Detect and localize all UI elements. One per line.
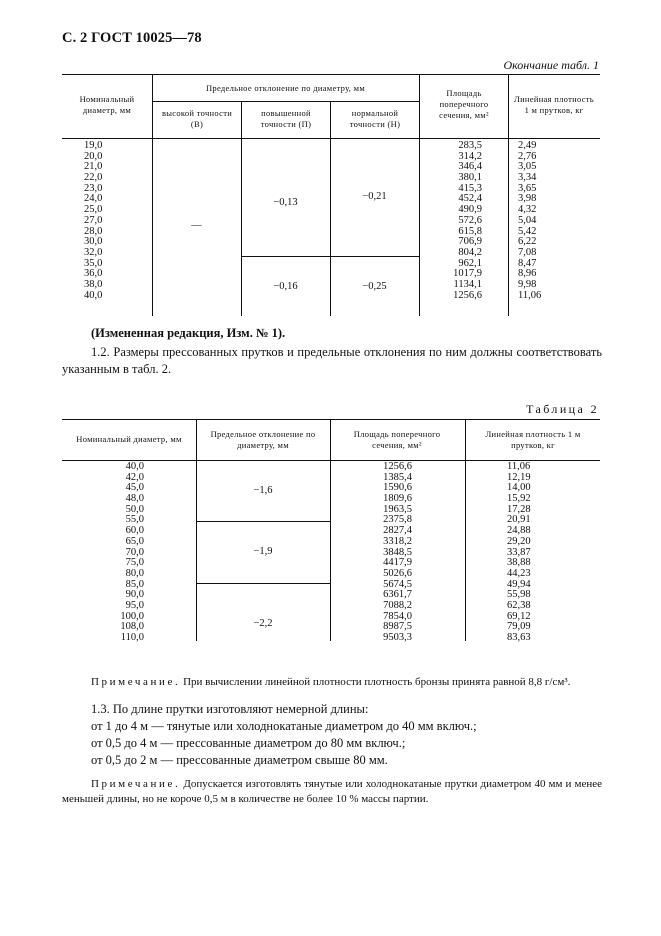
t2-diameter-cell: 70,0 [125,546,144,558]
t1-normal-value-1: −0,21 [362,191,387,202]
note-length [62,777,602,807]
t2-diameter-cell: 110,0 [120,632,144,643]
t1-head-area: Площадь поперечного сечения, мм² [439,88,489,120]
t2-area-cell: 5674,5 [383,578,412,590]
t1-density-cell: 5,42 [518,225,537,237]
t2-diameter-cell: 50,0 [125,503,144,515]
t2-diameter-cell: 55,0 [125,514,144,526]
t1-area-cell: 804,2 [458,246,482,258]
t1-diameter-cell: 35,0 [84,257,103,269]
t1-density-cell: 4,32 [518,204,537,216]
note-density [91,675,601,690]
t1-diameter-cell: 25,0 [84,204,103,216]
t2-density-cell: 12,19 [507,471,531,483]
t2-area-cell: 1809,6 [383,493,412,505]
t2-diameter-column [104,462,144,644]
t2-diameter-cell: 75,0 [125,557,144,569]
t2-area-cell: 2827,4 [383,525,412,537]
t2-density-cell: 79,09 [507,621,531,633]
t2-area-cell: 3318,2 [383,535,412,547]
length-item-2: от 0,5 до 4 м — прессованные диаметром до 80 мм включ.; [91,736,406,750]
t2-density-cell: 83,63 [507,632,531,643]
t2-diameter-cell: 100,0 [120,610,144,622]
t2-density-cell: 24,88 [507,525,531,537]
t2-diameter-cell: 40,0 [125,461,144,472]
t1-diameter-cell: 24,0 [84,193,103,205]
t1-area-cell: 314,2 [458,150,482,162]
t1-density-cell: 6,22 [518,236,537,248]
t2-diameter-cell: 45,0 [125,482,144,494]
t1-density-column [518,141,558,301]
t2-area-cell: 8987,5 [383,621,412,633]
note-density-text: При вычислении линейной плотности плотность бронзы принята равной 8,8 г/см³. [183,676,571,688]
t2-diameter-cell: 65,0 [125,535,144,547]
t1-diameter-cell: 30,0 [84,236,103,248]
t2-density-column [507,462,547,644]
t1-area-cell: 283,5 [458,140,482,151]
t1-density-cell: 5,04 [518,214,537,226]
t1-area-cell: 490,9 [458,204,482,216]
t2-area-cell: 7854,0 [383,610,412,622]
t2-density-cell: 55,98 [507,589,531,601]
t2-area-cell: 6361,7 [383,589,412,601]
t1-area-cell: 415,3 [458,182,482,194]
t2-density-cell: 49,94 [507,578,531,590]
t1-diameter-cell: 27,0 [84,214,103,226]
t1-area-cell: 962,1 [458,257,482,269]
t1-head-deviation: Предельное отклонение по диаметру, мм [205,83,366,93]
t1-diameter-cell: 23,0 [84,182,103,194]
length-item-1: от 1 до 4 м — тянутые или холоднокатаные диаметром до 40 мм включ.; [91,719,477,733]
t1-diameter-cell: 40,0 [84,289,103,301]
t1-diameter-cell: 19,0 [84,140,103,151]
t2-head-density: Линейная плотность 1 м прутков, кг [485,429,581,450]
t1-normal-value-2: −0,25 [362,281,387,292]
t1-area-cell: 1256,6 [453,289,482,301]
t2-diameter-cell: 85,0 [125,578,144,590]
t1-density-cell: 11,06 [518,289,542,301]
t2-density-cell: 17,28 [507,503,531,515]
t1-area-cell: 572,6 [458,214,482,226]
t1-area-cell: 452,4 [458,193,482,205]
paragraph-1-3-title: 1.3. По длине прутки изготовляют немерной длины: [91,702,369,716]
t2-diameter-cell: 108,0 [120,621,144,633]
t2-deviation-value-2: −1,9 [253,546,273,557]
t2-head-deviation: Предельное отклонение по диаметру, мм [210,429,316,450]
paragraph-1-2: 1.2. Размеры прессованных прутков и предельные отклонения по ним должны соответствовать указанным в табл. 2. [62,345,602,376]
t2-diameter-cell: 95,0 [125,599,144,611]
table2-caption: Таблица 2 [526,402,599,416]
t2-density-cell: 15,92 [507,493,531,505]
t2-deviation-value-1: −1,6 [253,485,273,496]
amendment-note: (Измененная редакция, Изм. № 1). [91,326,286,340]
t2-density-cell: 29,20 [507,535,531,547]
t1-density-cell: 9,98 [518,278,537,290]
t1-head-density: Линейная плотность 1 м прутков, кг [514,94,594,115]
t1-density-cell: 3,98 [518,193,537,205]
t1-high-value: — [191,220,202,231]
t2-head-area: Площадь поперечного сечения, мм² [353,429,441,450]
t1-density-cell: 7,08 [518,246,537,258]
t2-area-cell: 5026,6 [383,567,412,579]
note-length-label: Примечание. [91,778,181,790]
t2-head-diameter: Номинальный диаметр, мм [76,434,182,444]
t2-density-cell: 20,91 [507,514,531,526]
t2-diameter-cell: 80,0 [125,567,144,579]
t1-increased-value-2: −0,16 [273,281,298,292]
t1-area-cell: 1017,9 [453,268,482,280]
t2-area-cell: 4417,9 [383,557,412,569]
t2-density-cell: 33,87 [507,546,531,558]
t1-head-high: высокой точности (В) [161,108,233,129]
t1-area-column [430,141,482,301]
t2-diameter-cell: 90,0 [125,589,144,601]
t2-area-cell: 3848,5 [383,546,412,558]
table1-caption: Окончание табл. 1 [503,58,599,72]
t1-diameter-cell: 21,0 [84,161,103,173]
t1-diameter-column [84,141,124,301]
t2-area-cell: 9503,3 [383,632,412,643]
t2-area-column [360,462,412,644]
t1-density-cell: 3,65 [518,182,537,194]
t1-density-cell: 8,47 [518,257,537,269]
t1-density-cell: 3,05 [518,161,537,173]
t2-diameter-cell: 42,0 [125,471,144,483]
t1-diameter-cell: 38,0 [84,278,103,290]
note-density-label: Примечание. [91,676,181,688]
t1-head-diameter: Номинальный диаметр, мм [79,94,135,115]
t1-diameter-cell: 36,0 [84,268,103,280]
t1-diameter-cell: 20,0 [84,150,103,162]
t1-diameter-cell: 28,0 [84,225,103,237]
t1-density-cell: 2,49 [518,140,537,151]
t1-area-cell: 346,4 [458,161,482,173]
t2-area-cell: 2375,8 [383,514,412,526]
t2-area-cell: 1590,6 [383,482,412,494]
page-header: С. 2 ГОСТ 10025—78 [62,30,202,46]
note-length-text: Допускается изготовлять тянутые или холоднокатаные прутки диаметром 40 мм и менее меньшей длины, но не короче 0,5 м в количестве не более 10 % массы партии. [62,778,603,805]
t1-diameter-cell: 32,0 [84,246,103,258]
t1-density-cell: 3,34 [518,172,537,184]
t2-area-cell: 1385,4 [383,471,412,483]
length-item-3: от 0,5 до 2 м — прессованные диаметром свыше 80 мм. [91,753,388,767]
t2-diameter-cell: 48,0 [125,493,144,505]
t2-density-cell: 14,00 [507,482,531,494]
t2-diameter-cell: 60,0 [125,525,144,537]
t1-area-cell: 706,9 [458,236,482,248]
t2-area-cell: 1256,6 [383,461,412,472]
t1-area-cell: 380,1 [458,172,482,184]
t2-density-cell: 44,23 [507,567,531,579]
t1-head-increased: повышенной точности (П) [260,108,312,129]
t1-area-cell: 615,8 [458,225,482,237]
t1-area-cell: 1134,1 [453,278,482,290]
t2-density-cell: 62,38 [507,599,531,611]
t2-density-cell: 38,88 [507,557,531,569]
t1-head-normal: нормальной точности (Н) [349,108,401,129]
t1-diameter-cell: 22,0 [84,172,103,184]
t2-density-cell: 11,06 [507,461,531,472]
t2-area-cell: 7088,2 [383,599,412,611]
t2-density-cell: 69,12 [507,610,531,622]
t1-increased-value-1: −0,13 [273,197,298,208]
t2-area-cell: 1963,5 [383,503,412,515]
t1-density-cell: 8,96 [518,268,537,280]
t2-deviation-value-3: −2,2 [253,618,273,629]
t1-density-cell: 2,76 [518,150,537,162]
